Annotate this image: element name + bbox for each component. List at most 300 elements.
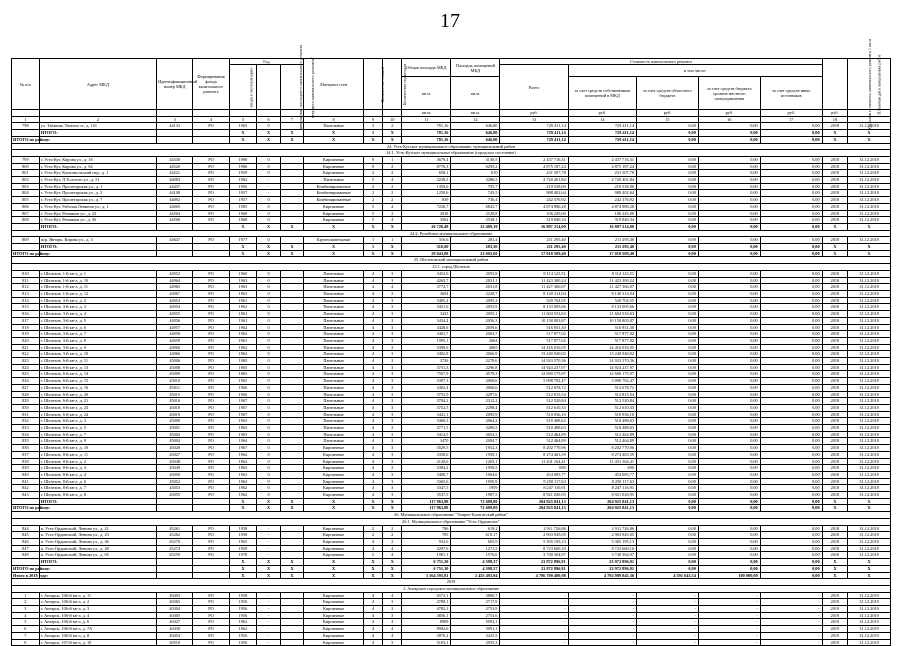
table-cell: 2019: [822, 599, 848, 606]
table-cell: 0,00: [760, 270, 822, 277]
table-cell: 5: [363, 217, 382, 224]
table-cell: Панельные: [304, 331, 364, 338]
table-cell: 1959: [229, 170, 257, 177]
table-cell: 4: [363, 384, 382, 391]
table-row: [12, 411, 891, 418]
table-cell: 72 609,80: [451, 505, 500, 512]
table-cell: 31.12.2018: [848, 371, 891, 378]
table-cell: РО: [193, 398, 229, 405]
table-cell: 0,00: [637, 559, 699, 566]
table-cell: 8 250 117,63: [500, 478, 568, 485]
table-cell: 11 431 164,41: [568, 458, 636, 465]
table-cell: 2054,5: [451, 431, 500, 438]
table-cell: 44520: [157, 163, 193, 170]
table-cell: 23 972 896,91: [568, 559, 636, 566]
table-cell: 808: [12, 217, 40, 224]
table-cell: 0,00: [637, 217, 699, 224]
table-cell: 1959,1: [451, 451, 500, 458]
table-cell: Кирпичные: [304, 210, 364, 217]
table-cell: 3434,4: [402, 317, 451, 324]
table-cell: 3: [383, 485, 402, 492]
table-cell: 0,00: [637, 384, 699, 391]
table-cell: 40405: [157, 612, 193, 619]
table-cell: 0,00: [698, 297, 760, 304]
table-cell: 2753,9: [451, 606, 500, 613]
table-cell: 0,00: [760, 244, 822, 251]
table-cell: 2: [363, 190, 382, 197]
table-cell: 0,00: [637, 431, 699, 438]
table-cell: -: [257, 639, 280, 646]
table-cell: 5: [363, 177, 382, 184]
table-cell: 8 202 770,96: [500, 445, 568, 452]
table-cell: [157, 565, 193, 572]
table-cell: 2095,9: [451, 411, 500, 418]
table-cell: [280, 539, 303, 546]
table-cell: 44958: [157, 331, 193, 338]
total-row: [12, 559, 891, 566]
table-row: [12, 384, 891, 391]
table-cell: X: [304, 244, 364, 251]
table-cell: 117 963,88: [402, 498, 451, 505]
header-year-commissioned: ввода в эксплуатацию: [229, 65, 257, 110]
table-cell: 4: [363, 619, 382, 626]
table-cell: 4: [363, 639, 382, 646]
table-cell: 45262: [157, 532, 193, 539]
table-cell: 1956: [229, 612, 257, 619]
table-cell: 512 464,89: [568, 438, 636, 445]
table-cell: 8 247 116,91: [500, 485, 568, 492]
table-cell: 4: [383, 177, 402, 184]
table-cell: X: [848, 130, 891, 137]
table-cell: 31.12.2018: [848, 445, 891, 452]
table-cell: 0,00: [637, 451, 699, 458]
table-cell: 0,00: [760, 123, 822, 130]
table-cell: 5103,1: [402, 639, 451, 646]
table-cell: 31.12.2018: [848, 210, 891, 217]
table-cell: 2753,6: [451, 612, 500, 619]
table-cell: 3771,5: [402, 425, 451, 432]
table-cell: 0,00: [698, 404, 760, 411]
table-cell: 10 158 803,87: [500, 317, 568, 324]
table-cell: Кирпичные: [304, 599, 364, 606]
table-cell: РО: [193, 632, 229, 639]
table-cell: 31.12.2018: [848, 163, 891, 170]
table-cell: 1965: [229, 358, 257, 365]
table-cell: [280, 552, 303, 559]
table-cell: г. Шелехов, 8-й кв-л, д. 10: [39, 445, 156, 452]
table-cell: г. Усть-Кут, Пролетарская ул., д. 7: [39, 197, 156, 204]
table-cell: Кирпичные: [304, 525, 364, 532]
table-cell: X: [304, 565, 364, 572]
table-cell: РО: [193, 177, 229, 184]
table-cell: X: [257, 250, 280, 257]
table-cell: 211 295,40: [500, 244, 568, 251]
table-cell: [193, 244, 229, 251]
table-cell: 0,00: [698, 277, 760, 284]
table-cell: 5870,2: [402, 632, 451, 639]
table-cell: X: [822, 565, 848, 572]
table-row: [12, 445, 891, 452]
table-cell: 3: [383, 358, 402, 365]
table-cell: 815: [12, 304, 40, 311]
table-cell: 8 921 026,95: [500, 492, 568, 499]
table-cell: 4: [363, 411, 382, 418]
table-cell: 3: [383, 404, 402, 411]
table-cell: 0: [257, 371, 280, 378]
table-cell: 4: [383, 632, 402, 639]
table-cell: 0: [257, 277, 280, 284]
table-cell: 2: [383, 525, 402, 532]
table-cell: 810: [12, 270, 40, 277]
table-cell: 2018: [822, 197, 848, 204]
table-cell: -: [500, 592, 568, 599]
table-cell: X: [304, 505, 364, 512]
table-cell: 1263,1: [451, 458, 500, 465]
table-cell: РО: [193, 391, 229, 398]
table-cell: 4263,7: [402, 277, 451, 284]
table-cell: 1952,3: [451, 445, 500, 452]
table-cell: X: [822, 572, 848, 579]
table-cell: 40365: [157, 599, 193, 606]
table-cell: РО: [193, 364, 229, 371]
table-cell: 1987,5: [451, 492, 500, 499]
header-id-number: Идентификационный номер МКД: [157, 59, 193, 110]
table-cell: 646,80: [451, 123, 500, 130]
table-cell: 3 740 364,97: [568, 552, 636, 559]
table-cell: 4 796 700 400,98: [500, 572, 568, 579]
table-cell: 0: [257, 358, 280, 365]
table-cell: -: [257, 599, 280, 606]
table-cell: Кирпичные: [304, 471, 364, 478]
table-cell: 2018: [822, 418, 848, 425]
table-cell: 0,00: [698, 559, 760, 566]
table-cell: 0,00: [760, 210, 822, 217]
table-cell: Кирпичные: [304, 492, 364, 499]
table-cell: 0: [257, 398, 280, 405]
table-cell: Панельные: [304, 277, 364, 284]
table-cell: 4: [363, 290, 382, 297]
table-cell: 0,00: [760, 290, 822, 297]
table-cell: 45270: [157, 539, 193, 546]
table-cell: 31.12.2018: [848, 384, 891, 391]
table-cell: 781,16: [402, 130, 451, 137]
table-cell: 319 840,34: [568, 217, 636, 224]
table-cell: 1963: [229, 465, 257, 472]
table-cell: 4: [363, 398, 382, 405]
table-cell: 7567,9: [402, 371, 451, 378]
table-cell: 2019: [822, 619, 848, 626]
table-cell: 0,00: [698, 445, 760, 452]
table-cell: 45055: [157, 492, 193, 499]
table-row: [12, 304, 891, 311]
table-cell: 0,00: [698, 237, 760, 244]
table-row: [12, 331, 891, 338]
table-cell: 3755,9: [402, 391, 451, 398]
table-cell: 11 423 300,24: [568, 277, 636, 284]
table-cell: 2019: [822, 612, 848, 619]
table-cell: Кирпичные: [304, 606, 364, 613]
table-cell: -: [698, 632, 760, 639]
table-cell: 817: [12, 317, 40, 324]
table-cell: 11 604 533,63: [500, 311, 568, 318]
table-cell: 512 815,54: [568, 391, 636, 398]
table-cell: 0: [257, 485, 280, 492]
table-cell: 0,00: [760, 418, 822, 425]
table-cell: РО: [193, 284, 229, 291]
table-cell: 0: [257, 471, 280, 478]
table-cell: 0,00: [637, 210, 699, 217]
table-cell: -: [568, 619, 636, 626]
table-cell: 242 376,92: [568, 197, 636, 204]
table-cell: РО: [193, 465, 229, 472]
table-cell: 14 924 237,97: [500, 364, 568, 371]
table-row: [12, 337, 891, 344]
table-cell: 3431,6: [402, 304, 451, 311]
table-cell: РО: [193, 445, 229, 452]
table-cell: Панельные: [304, 438, 364, 445]
table-cell: 3 564 595,81: [402, 572, 451, 579]
table-cell: -: [760, 639, 822, 646]
table-cell: 4: [363, 445, 382, 452]
section-title: 24.1. Усть-Кутское муниципальное образование (городское поселение): [12, 150, 891, 157]
table-cell: 3752,5: [402, 404, 451, 411]
table-cell: РО: [193, 270, 229, 277]
table-cell: 839: [12, 465, 40, 472]
table-row: [12, 203, 891, 210]
table-cell: X: [304, 559, 364, 566]
table-cell: ИТОГО по району:: [13, 565, 51, 571]
table-row: [12, 525, 891, 532]
table-cell: 31.12.2018: [848, 270, 891, 277]
table-cell: 0,00: [698, 337, 760, 344]
table-cell: Панельные: [304, 391, 364, 398]
table-cell: 8 133 005,66: [568, 304, 636, 311]
table-cell: 0,00: [698, 425, 760, 432]
table-cell: X: [304, 572, 364, 579]
table-cell: 1962: [229, 324, 257, 331]
table-cell: 1961: [229, 337, 257, 344]
table-cell: 2: [363, 532, 382, 539]
table-cell: 820: [12, 337, 40, 344]
table-cell: 31.12.2018: [848, 545, 891, 552]
table-cell: 1965: [229, 123, 257, 130]
table-cell: 3: [383, 364, 402, 371]
table-row: [12, 177, 891, 184]
table-cell: 618,17: [451, 532, 500, 539]
table-cell: 0: [257, 478, 280, 485]
table-cell: 821: [12, 344, 40, 351]
table-cell: 839: [402, 197, 451, 204]
table-cell: 0: [257, 404, 280, 411]
table-cell: 0,00: [760, 337, 822, 344]
table-cell: 45009: [157, 371, 193, 378]
table-cell: РО: [193, 237, 229, 244]
table-row: [12, 478, 891, 485]
table-cell: X: [848, 498, 891, 505]
table-cell: 5: [363, 552, 382, 559]
table-cell: 988 402,64: [500, 190, 568, 197]
table-cell: 3784,2: [402, 398, 451, 405]
table-cell: 3408,7: [402, 471, 451, 478]
table-cell: 2018: [822, 391, 848, 398]
table-cell: 1956: [229, 183, 257, 190]
table-cell: 0,00: [760, 425, 822, 432]
table-cell: 8 114 123,51: [500, 270, 568, 277]
table-cell: 1962: [229, 478, 257, 485]
table-cell: 4: [363, 458, 382, 465]
table-cell: 1962: [229, 451, 257, 458]
table-cell: 6: [12, 626, 40, 633]
table-cell: [39, 250, 156, 257]
table-cell: [12, 244, 40, 251]
table-cell: Кирпичные: [304, 545, 364, 552]
table-cell: [280, 217, 303, 224]
table-cell: 0: [257, 431, 280, 438]
table-cell: X: [257, 565, 280, 572]
table-cell: 231 507,78: [568, 170, 636, 177]
table-cell: 2297,6: [451, 391, 500, 398]
table-row: [12, 163, 891, 170]
table-cell: [280, 237, 303, 244]
table-cell: 31.12.2018: [848, 237, 891, 244]
table-cell: 3800,7: [451, 592, 500, 599]
table-cell: 0,00: [698, 532, 760, 539]
table-cell: 4: [383, 217, 402, 224]
table-cell: 0: [257, 197, 280, 204]
table-cell: 2018: [822, 445, 848, 452]
table-cell: г. Ангарск, 106-й кв-л, д. 4: [39, 612, 156, 619]
table-cell: РО: [193, 156, 229, 163]
table-cell: 31.12.2018: [848, 358, 891, 365]
table-cell: 0: [257, 411, 280, 418]
table-cell: 44108: [157, 190, 193, 197]
table-cell: 2: [363, 183, 382, 190]
table-cell: ул. Таёжная, Тимона ст., д. 101: [39, 123, 156, 130]
table-cell: X: [383, 130, 402, 137]
table-cell: 45016: [157, 398, 193, 405]
table-cell: 14 416 016,95: [500, 344, 568, 351]
table-cell: 1: [383, 237, 402, 244]
table-cell: 813: [12, 290, 40, 297]
table-cell: X: [822, 136, 848, 143]
table-cell: 2018: [822, 431, 848, 438]
table-cell: 2031,8: [451, 284, 500, 291]
table-cell: 812: [12, 284, 40, 291]
table-cell: 834: [12, 431, 40, 438]
table-row: [12, 344, 891, 351]
table-cell: 510 488,63: [568, 418, 636, 425]
table-cell: 1962: [229, 626, 257, 633]
table-cell: 204 925 841,13: [568, 505, 636, 512]
table-cell: Панельные: [304, 324, 364, 331]
table-cell: 1985: [229, 203, 257, 210]
table-cell: 4: [363, 632, 382, 639]
table-cell: X: [822, 130, 848, 137]
table-cell: 1962: [229, 331, 257, 338]
table-cell: 7226,7: [402, 203, 451, 210]
table-cell: Комбинированные: [304, 190, 364, 197]
table-cell: РО: [193, 378, 229, 385]
table-cell: 14 924 237,97: [568, 364, 636, 371]
table-row: [12, 545, 891, 552]
table-cell: 44506: [157, 217, 193, 224]
table-cell: [280, 297, 303, 304]
table-cell: 31.12.2018: [848, 438, 891, 445]
table-cell: 781,16: [402, 123, 451, 130]
table-cell: Кирпичные: [304, 478, 364, 485]
table-cell: 4: [363, 425, 382, 432]
table-cell: [280, 344, 303, 351]
table-cell: 819: [12, 331, 40, 338]
table-cell: 1995,1: [402, 337, 451, 344]
table-cell: -: [568, 592, 636, 599]
table-cell: 2: [363, 170, 382, 177]
table-cell: X: [280, 244, 303, 251]
table-cell: 44953: [157, 297, 193, 304]
table-cell: 31.12.2018: [848, 418, 891, 425]
table-cell: 2538,1: [451, 217, 500, 224]
table-cell: 0: [257, 203, 280, 210]
table-row: [12, 290, 891, 297]
section-row: [12, 150, 891, 157]
table-cell: г. Шелехов, 6-й кв-л, д. 15: [39, 378, 156, 385]
table-cell: 2018: [822, 210, 848, 217]
table-cell: 0,00: [760, 438, 822, 445]
table-cell: 0,00: [637, 351, 699, 358]
table-cell: г. Шелехов, 6-й кв-л, д. 23: [39, 404, 156, 411]
table-cell: РО: [193, 471, 229, 478]
table-cell: Панельные: [304, 297, 364, 304]
table-cell: 0,00: [760, 384, 822, 391]
table-cell: 0,00: [760, 532, 822, 539]
table-cell: г. Шелехов, 8-й кв-л, д. 11: [39, 451, 156, 458]
table-cell: 1956: [229, 606, 257, 613]
table-cell: -: [698, 599, 760, 606]
table-cell: 0,00: [760, 156, 822, 163]
table-cell: 512 610,33: [500, 404, 568, 411]
table-cell: 3: [383, 431, 402, 438]
table-cell: 0,00: [760, 163, 822, 170]
table-cell: 0,00: [698, 163, 760, 170]
table-cell: 658,1: [402, 170, 451, 177]
table-cell: 0: [257, 425, 280, 432]
table-cell: [193, 559, 229, 566]
table-cell: РО: [193, 197, 229, 204]
table-cell: 8 140 314,04: [568, 290, 636, 297]
table-cell: г. Ангарск, 107-й кв-л, д. 10: [39, 639, 156, 646]
table-cell: 31.12.2019: [848, 592, 891, 599]
table-row: [12, 351, 891, 358]
table-cell: X: [257, 223, 280, 230]
table-cell: 31.12.2018: [848, 284, 891, 291]
table-cell: [157, 572, 193, 579]
table-cell: 646,80: [451, 130, 500, 137]
table-cell: 4: [383, 552, 402, 559]
table-cell: 31.12.2018: [848, 217, 891, 224]
table-cell: 0: [257, 445, 280, 452]
table-cell: 0,00: [698, 130, 760, 137]
table-cell: 6295,2: [451, 163, 500, 170]
table-cell: 2018: [822, 123, 848, 130]
table-cell: 0,00: [637, 237, 699, 244]
table-cell: г. Шелехов, 1-й кв-л, д. 1: [39, 270, 156, 277]
table-cell: РО: [193, 190, 229, 197]
table-cell: 2018: [822, 545, 848, 552]
table-cell: 6843,7: [451, 203, 500, 210]
table-cell: 316,6: [402, 237, 451, 244]
table-cell: [280, 411, 303, 418]
table-row: [12, 465, 891, 472]
